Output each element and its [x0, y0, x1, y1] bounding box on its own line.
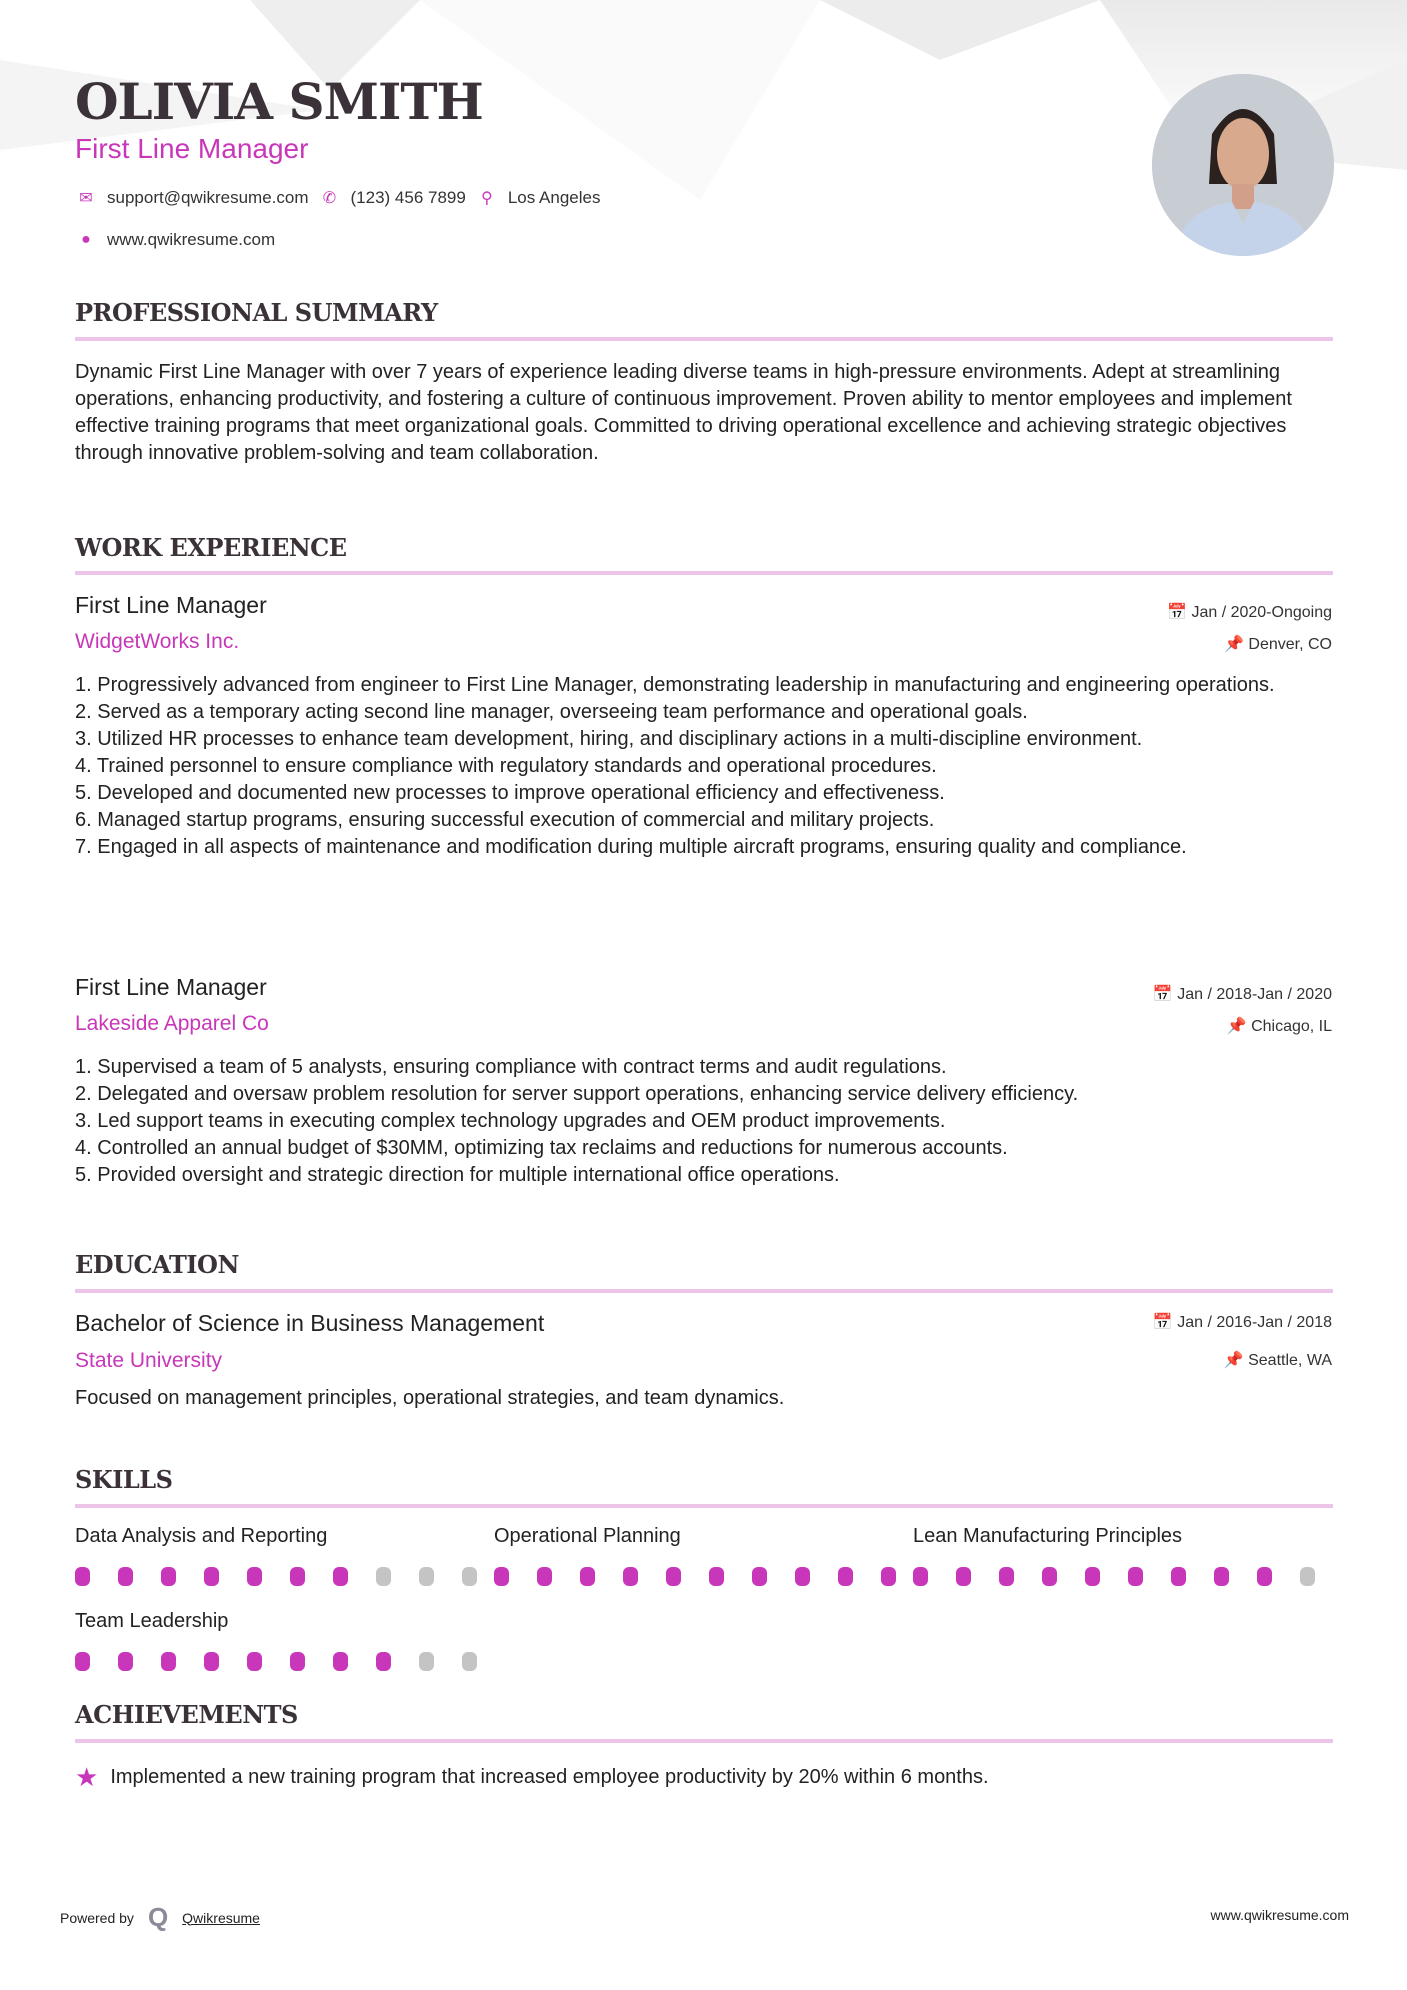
- rating-dot-filled: [247, 1652, 262, 1671]
- job-bullets: [75, 672, 1333, 861]
- location: Chicago, IL: [1251, 1018, 1332, 1035]
- website[interactable]: www.qwikresume.com: [107, 230, 276, 249]
- rating-dot-empty: [376, 1567, 391, 1586]
- skill-rating: [75, 1652, 494, 1671]
- bullet: 5. Developed and documented new processes to improve operational efficiency and effectiveness.: [75, 782, 945, 804]
- calendar-icon: 📅: [1152, 986, 1178, 1003]
- job-bullets: [75, 1054, 1333, 1189]
- rating-dot-filled: [580, 1567, 595, 1586]
- location: Los Angeles: [507, 188, 601, 207]
- experience-heading: WORK EXPERIENCE: [75, 533, 347, 562]
- bullet: 1. Supervised a team of 5 analysts, ensuring compliance with contract terms and audit regulations.: [75, 1056, 947, 1078]
- dates: Jan / 2020-Ongoing: [1191, 604, 1332, 621]
- divider: [75, 1289, 1333, 1293]
- education-location: [1224, 1350, 1332, 1370]
- rating-dot-filled: [333, 1652, 348, 1671]
- degree: Bachelor of Science in Business Management: [75, 1310, 545, 1336]
- rating-dot-empty: [462, 1567, 477, 1586]
- calendar-icon: 📅: [1167, 604, 1192, 621]
- job-location: [1224, 634, 1332, 654]
- bullet: 7. Engaged in all aspects of maintenance and modification during multiple aircraft programs, ensuring quality and compliance.: [75, 836, 1187, 858]
- rating-dot-empty: [419, 1652, 434, 1671]
- job-dates: [1167, 602, 1332, 622]
- powered-by: Powered by: [60, 1909, 134, 1926]
- rating-dot-filled: [494, 1567, 509, 1586]
- job-location: [1227, 1016, 1332, 1036]
- summary-text: Dynamic First Line Manager with over 7 years of experience leading diverse teams in high-pressure environments. Adept at streamlining operations, enhancing productivity, and fostering a culture of continuous improvement. Proven ability to mentor employees and implement effective training programs that meet organizational goals. Committed to driving operational excellence and achieving strategic objectives through innovative problem-solving and team collaboration.: [75, 361, 1292, 464]
- rating-dot-filled: [1042, 1567, 1057, 1586]
- phone-icon: ✆: [322, 190, 337, 207]
- skills-grid: [75, 1525, 1345, 1671]
- qwikresume-logo-icon: Q: [147, 1902, 169, 1932]
- rating-dot-filled: [913, 1567, 928, 1586]
- skills-heading: SKILLS: [75, 1465, 173, 1494]
- rating-dot-filled: [376, 1652, 391, 1671]
- bullet: 2. Delegated and oversaw problem resolution for server support operations, enhancing service delivery efficiency.: [75, 1083, 1079, 1105]
- divider: [75, 337, 1333, 341]
- rating-dot-filled: [118, 1652, 133, 1671]
- email[interactable]: support@qwikresume.com: [107, 188, 309, 207]
- location: Seattle, WA: [1248, 1352, 1332, 1369]
- job-dates: [1153, 984, 1332, 1004]
- job-title: First Line Manager: [75, 974, 267, 1000]
- skill-name: Data Analysis and Reporting: [75, 1525, 328, 1547]
- school: State University: [75, 1349, 223, 1372]
- pin-icon: 📌: [1223, 1352, 1249, 1369]
- footer-website[interactable]: www.qwikresume.com: [1210, 1907, 1349, 1923]
- brand-link[interactable]: Qwikresume: [182, 1909, 260, 1926]
- skill-rating: [75, 1567, 494, 1586]
- bullet: 3. Utilized HR processes to enhance team development, hiring, and disciplinary actions in a multi-discipline environment.: [75, 728, 1143, 750]
- rating-dot-empty: [419, 1567, 434, 1586]
- rating-dot-filled: [666, 1567, 681, 1586]
- rating-dot-filled: [1128, 1567, 1143, 1586]
- achievement-text: Implemented a new training program that increased employee productivity by 20% within 6 months.: [110, 1766, 989, 1788]
- bullet: 3. Led support teams in executing complex technology upgrades and OEM product improvements.: [75, 1110, 946, 1132]
- education-heading: EDUCATION: [75, 1250, 239, 1279]
- skill-item: [75, 1610, 494, 1671]
- phone: (123) 456 7899: [350, 188, 466, 207]
- achievements-heading: ACHIEVEMENTS: [75, 1700, 298, 1729]
- rating-dot-empty: [1300, 1567, 1315, 1586]
- rating-dot-filled: [290, 1567, 305, 1586]
- rating-dot-filled: [247, 1567, 262, 1586]
- bullet: 4. Controlled an annual budget of $30MM, optimizing tax reclaims and reductions for numerous accounts.: [75, 1137, 1008, 1159]
- skill-name: Lean Manufacturing Principles: [913, 1525, 1183, 1547]
- rating-dot-filled: [709, 1567, 724, 1586]
- skill-rating: [913, 1567, 1332, 1586]
- divider: [75, 1739, 1333, 1743]
- rating-dot-filled: [1085, 1567, 1100, 1586]
- rating-dot-filled: [881, 1567, 896, 1586]
- email-icon: ✉: [79, 190, 93, 207]
- skill-name: Team Leadership: [75, 1610, 229, 1632]
- achievement-item: [75, 1762, 989, 1793]
- rating-dot-filled: [75, 1652, 90, 1671]
- candidate-title: First Line Manager: [75, 133, 309, 164]
- rating-dot-filled: [290, 1652, 305, 1671]
- rating-dot-filled: [161, 1567, 176, 1586]
- bullet: 6. Managed startup programs, ensuring successful execution of commercial and military projects.: [75, 809, 935, 831]
- rating-dot-filled: [838, 1567, 853, 1586]
- rating-dot-filled: [161, 1652, 176, 1671]
- pin-icon: 📌: [1224, 636, 1249, 653]
- rating-dot-filled: [623, 1567, 638, 1586]
- rating-dot-empty: [462, 1652, 477, 1671]
- website-row: [75, 230, 275, 250]
- skill-name: Operational Planning: [494, 1525, 681, 1547]
- pin-icon: 📌: [1226, 1018, 1252, 1035]
- profile-photo: [1152, 74, 1334, 256]
- company: Lakeside Apparel Co: [75, 1012, 269, 1035]
- divider: [75, 1504, 1333, 1508]
- calendar-icon: 📅: [1152, 1314, 1178, 1331]
- contact-row: [75, 188, 600, 208]
- bullet: 1. Progressively advanced from engineer to First Line Manager, demonstrating leadership in manufacturing and engineering operations.: [75, 674, 1275, 696]
- star-icon: ★: [75, 1762, 99, 1792]
- globe-icon: ●: [81, 231, 91, 248]
- bullet: 2. Served as a temporary acting second line manager, overseeing team performance and operational goals.: [75, 701, 1028, 723]
- rating-dot-filled: [118, 1567, 133, 1586]
- summary-heading: PROFESSIONAL SUMMARY: [75, 298, 438, 327]
- rating-dot-filled: [795, 1567, 810, 1586]
- job-title: First Line Manager: [75, 592, 267, 618]
- skill-rating: [494, 1567, 913, 1586]
- rating-dot-filled: [999, 1567, 1014, 1586]
- divider: [75, 571, 1333, 575]
- candidate-name: OLIVIA SMITH: [75, 72, 483, 131]
- skill-item: [913, 1525, 1332, 1586]
- rating-dot-filled: [204, 1652, 219, 1671]
- dates: Jan / 2018-Jan / 2020: [1177, 986, 1332, 1003]
- rating-dot-filled: [204, 1567, 219, 1586]
- skill-item: [75, 1525, 494, 1586]
- location-pin-icon: ⚲: [480, 190, 493, 207]
- rating-dot-filled: [752, 1567, 767, 1586]
- bullet: 5. Provided oversight and strategic direction for multiple international office operations.: [75, 1164, 840, 1186]
- dates: Jan / 2016-Jan / 2018: [1177, 1314, 1332, 1331]
- location: Denver, CO: [1248, 636, 1332, 653]
- company: WidgetWorks Inc.: [75, 630, 240, 653]
- rating-dot-filled: [333, 1567, 348, 1586]
- rating-dot-filled: [956, 1567, 971, 1586]
- rating-dot-filled: [1257, 1567, 1272, 1586]
- education-dates: [1153, 1312, 1332, 1332]
- skill-item: [494, 1525, 913, 1586]
- rating-dot-filled: [1171, 1567, 1186, 1586]
- education-description: Focused on management principles, operational strategies, and team dynamics.: [75, 1387, 785, 1409]
- rating-dot-filled: [537, 1567, 552, 1586]
- bullet: 4. Trained personnel to ensure compliance with regulatory standards and operational procedures.: [75, 755, 937, 777]
- footer-left: [60, 1902, 260, 1933]
- rating-dot-filled: [1214, 1567, 1229, 1586]
- rating-dot-filled: [75, 1567, 90, 1586]
